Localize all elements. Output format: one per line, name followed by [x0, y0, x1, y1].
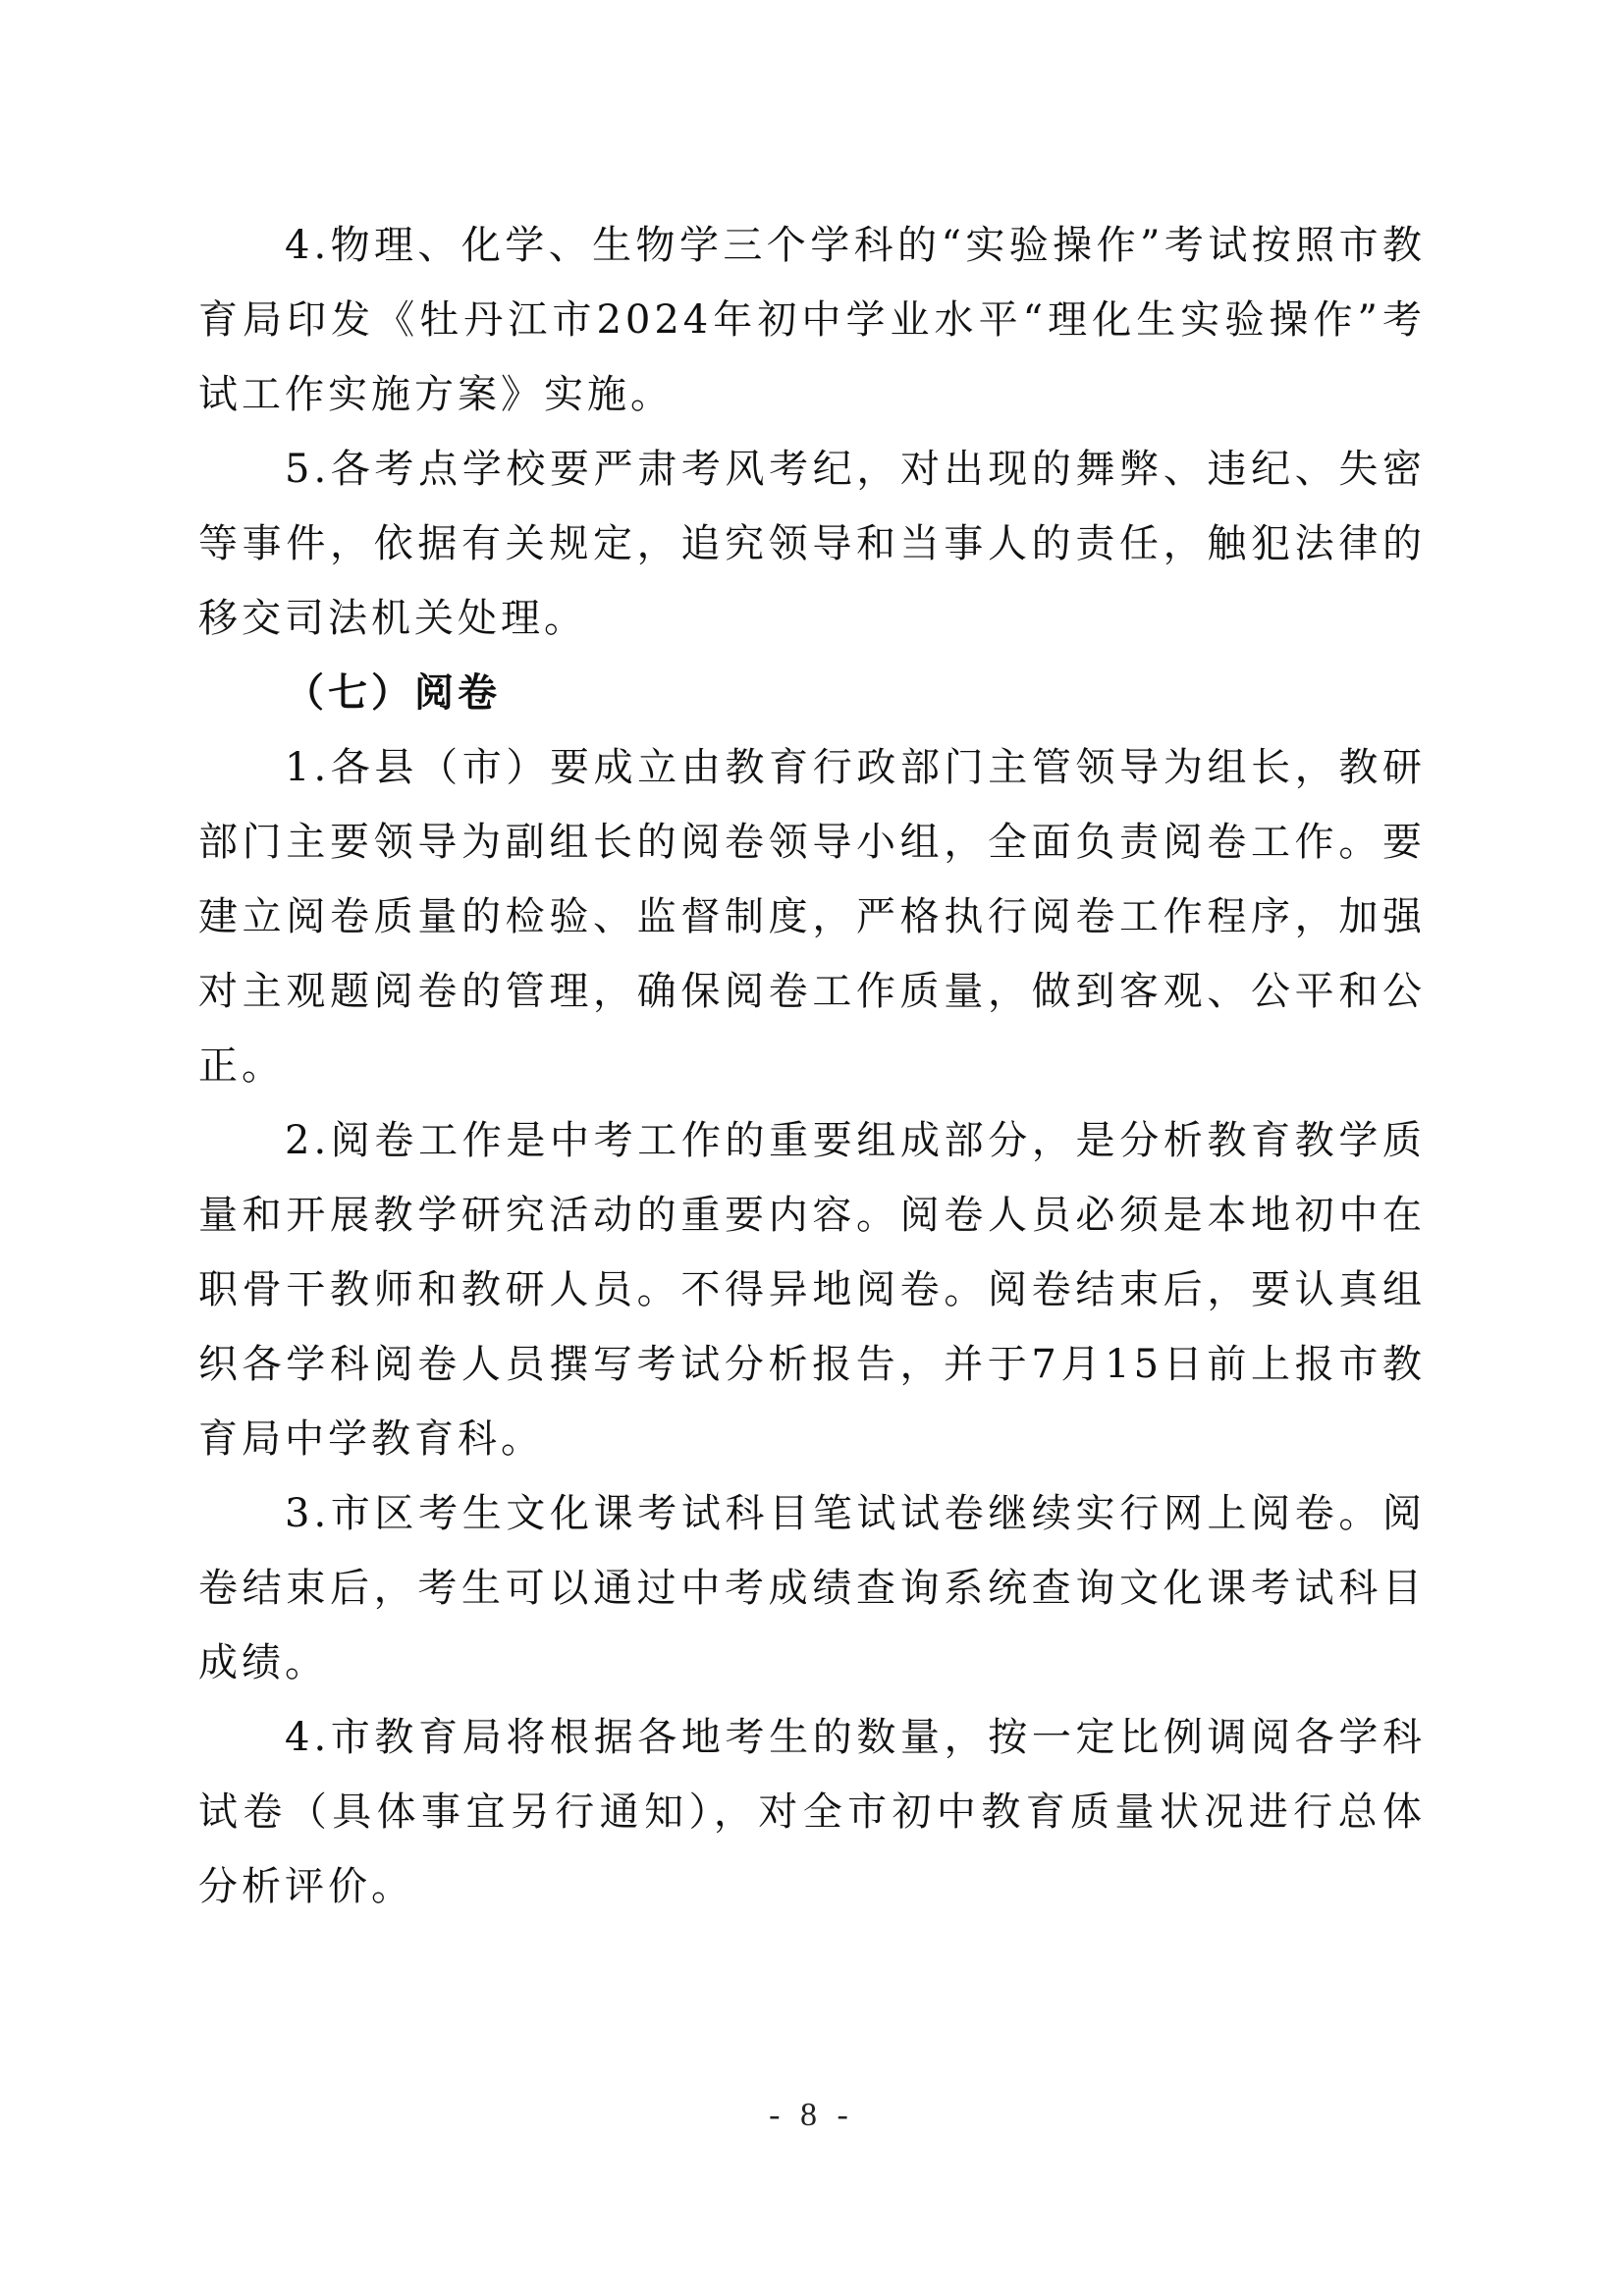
paragraph-exam-item-4: 4.物理、化学、生物学三个学科的“实验操作”考试按照市教育局印发《牡丹江市2024年初中学业水平“理化生实验操作”考试工作实施方案》实施。 — [198, 223, 1426, 417]
paragraph-grading-item-4: 4.市教育局将根据各地考生的数量，按一定比例调阅各学科试卷（具体事宜另行通知），对全市初中教育质量状况进行总体分析评价。 — [198, 1715, 1426, 1909]
paragraph-grading-item-3: 3.市区考生文化课考试科目笔试试卷继续实行网上阅卷。阅卷结束后，考生可以通过中考成绩查询系统查询文化课考试科目成绩。 — [198, 1491, 1426, 1685]
paragraph-exam-item-5: 5.各考点学校要严肃考风考纪，对出现的舞弊、违纪、失密等事件，依据有关规定，追究领导和当事人的责任，触犯法律的移交司法机关处理。 — [198, 447, 1426, 641]
paragraph-grading-item-1: 1.各县（市）要成立由教育行政部门主管领导为组长，教研部门主要领导为副组长的阅卷领导小组，全面负责阅卷工作。要建立阅卷质量的检验、监督制度，严格执行阅卷工作程序，加强对主观题阅卷的管理，确保阅卷工作质量，做到客观、公平和公正。 — [198, 745, 1426, 1089]
page-body — [198, 208, 1426, 1924]
page-number: - 8 - — [769, 2097, 854, 2133]
paragraph-grading-item-2: 2.阅卷工作是中考工作的重要组成部分，是分析教育教学质量和开展教学研究活动的重要内容。阅卷人员必须是本地初中在职骨干教师和教研人员。不得异地阅卷。阅卷结束后，要认真组织各学科阅卷人员撰写考试分析报告，并于7月15日前上报市教育局中学教育科。 — [198, 1118, 1426, 1462]
section-heading: （七）阅卷 — [285, 670, 501, 716]
